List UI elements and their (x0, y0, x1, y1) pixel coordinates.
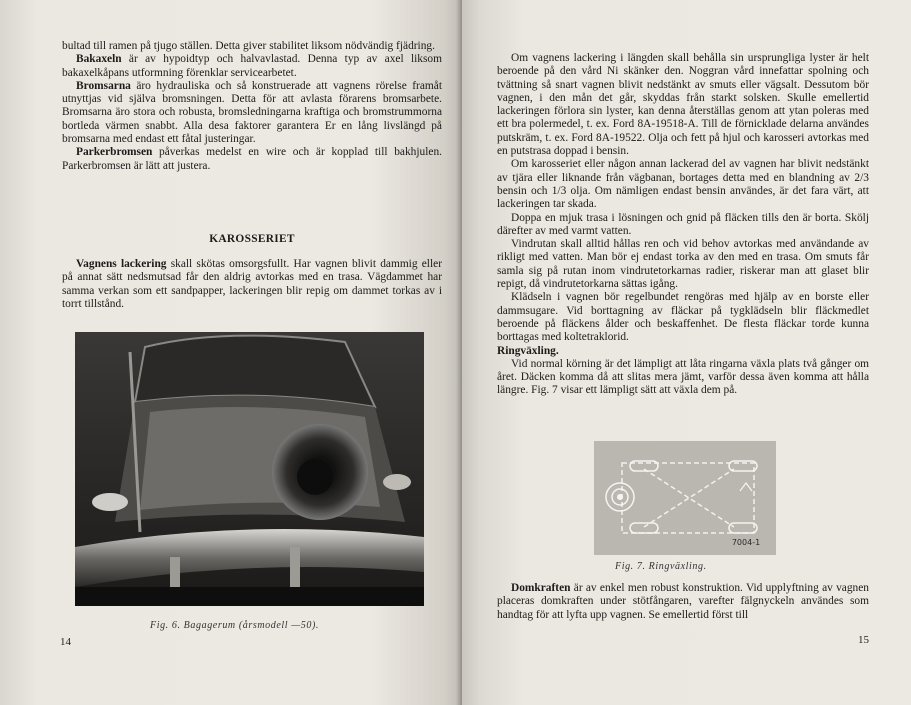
cloth-paragraph: Doppa en mjuk trasa i lösningen och gnid på fläcken tills den är borta. Skölj därefter av med varmt vatten. (497, 211, 869, 237)
continued-paragraph: bultad till ramen på tjugo ställen. Detta giver stabilitet liksom nödvändig fjädring. (62, 40, 435, 52)
tire-rotation-diagram (594, 441, 776, 555)
lackering-paragraph (62, 258, 442, 311)
section-heading: KAROSSERIET (209, 233, 295, 245)
figure-6-caption: Fig. 6. Bagagerum (årsmodell —50). (150, 620, 319, 631)
right-text-block-2 (497, 582, 869, 622)
trunk-photo (75, 332, 424, 606)
diagram-label: 7004-1 (731, 538, 761, 547)
bakaxeln-text: är av hypoidtyp och halvavlastad. Denna typ av axel liksom bakaxelkåpans utformning förenklar servicearbetet. (62, 53, 442, 79)
left-text-block-2 (62, 258, 442, 311)
parkering-paragraph (62, 146, 442, 173)
tire-rotation-svg (594, 441, 776, 555)
figure-7-caption: Fig. 7. Ringväxling. (615, 561, 707, 572)
upholstery-paragraph: Klädseln i vagnen bör regelbundet rengöras med hjälp av en borste eller dammsugare. Vid borttagning av fläckar på tygklädseln blir fläckmedlet beroende på fläckens ålder och beskaffenhet. De flesta fläckar torde kunna borttagas med koltetraklorid. (497, 291, 869, 344)
ringvaxling-heading (497, 345, 869, 358)
windshield-paragraph: Vindrutan skall alltid hållas ren och vid behov avtorkas med användande av rikligt med vatten. Man bör ej endast torka av den med en trasa. Om smuts får samla sig på rutan inom vindrutetorkarnas radier, riskerar man att glaset blir repigt, då vindrutetorkarna sättas igång. (497, 238, 869, 291)
domkraften-paragraph (497, 582, 869, 622)
bakaxeln-label: Bakaxeln (76, 53, 122, 66)
lackering-label: Vagnens lackering (76, 258, 167, 270)
bromsarna-text: äro hydrauliska och så konstruerade att vagnens rörelse framåt utnyttjas vid själva bromsningen. Detta för att avlasta förarens bromsarbete. Bromsarna äro stora och robusta, bromsledningarna kraftiga och bromstrummorna bortleda värmen snabbt. Alla desa faktorer garantera Er en lång livslängd på bromsarna med endast ett fåtal justeringar. (62, 79, 442, 146)
parkering-label: Parkerbromsen (76, 146, 153, 159)
lackering-text: skall skötas omsorgsfullt. Har vagnen blivit dammig eller på annat sätt nedsmutsad får den aldrig avtorkas med en trasa. Vägdammet har samma verkan som ett sandpapper, lackeringen blir repig om dammet torkas av i torrt tillstånd. (62, 258, 442, 310)
bromsarna-paragraph (62, 80, 442, 146)
parkering-text: påverkas medelst en wire och är kopplad till bakhjulen. Parkerbromsen är lätt att justera. (62, 146, 442, 172)
page-number-right: 15 (858, 634, 869, 646)
ringvaxling-heading-text: Ringväxling. (497, 344, 559, 357)
polish-paragraph: Om vagnens lackering i längden skall behålla sin ursprungliga lyster är helt beroende på den vård Ni skänker den. Noggran vård innefattar spolning och tvättning så snart vagnen blivit nedstänkt av smuts eller vägsalt. Dessutom bör vagnen, i den mån det går, skyddas från starkt solsken. Skulle emellertid lackeringen förlora sin lyster, kan denna återställas genom att ytan poleras med ett bra polermedel, t. ex. Ford 8A-19518-A. Till de förnicklade delarna användes putskräm, t. ex. Ford 8A-19522. Olja och fett på hjul och karosseri avtorkas med en putstrasa doppad i bensin. (497, 52, 869, 158)
right-text-block-1 (497, 52, 869, 398)
left-text-block-1 (62, 40, 442, 173)
bakaxeln-paragraph (62, 53, 442, 80)
domkraften-text: är av enkel men robust konstruktion. Vid upplyftning av vagnen placeras domkraften under stötfångaren, varefter fälgnyckeln användes som handtag för att lyfta upp vagnen. Se emellertid först till (497, 582, 869, 621)
ringvaxling-paragraph: Vid normal körning är det lämpligt att låta ringarna växla plats två gånger om året. Däcken komma då att slitas mera jämt, varför dessa även komma att hålla längre. Fig. 7 visar ett lämpligt sätt att växla dem på. (497, 357, 869, 397)
bromsarna-label: Bromsarna (76, 79, 131, 92)
domkraften-label: Domkraften (511, 582, 571, 594)
trunk-photo-illustration (75, 332, 424, 606)
tar-paragraph: Om karosseriet eller någon annan lackerad del av vagnen har blivit nedstänkt av tjära eller liknande från vägbanan, bortages detta med en blandning av 2/3 bensin och 1/3 olja. Om nämligen endast bensin användes, är det fara värt, att lackeringen tar skada. (497, 158, 869, 211)
page-number-left: 14 (60, 636, 71, 648)
